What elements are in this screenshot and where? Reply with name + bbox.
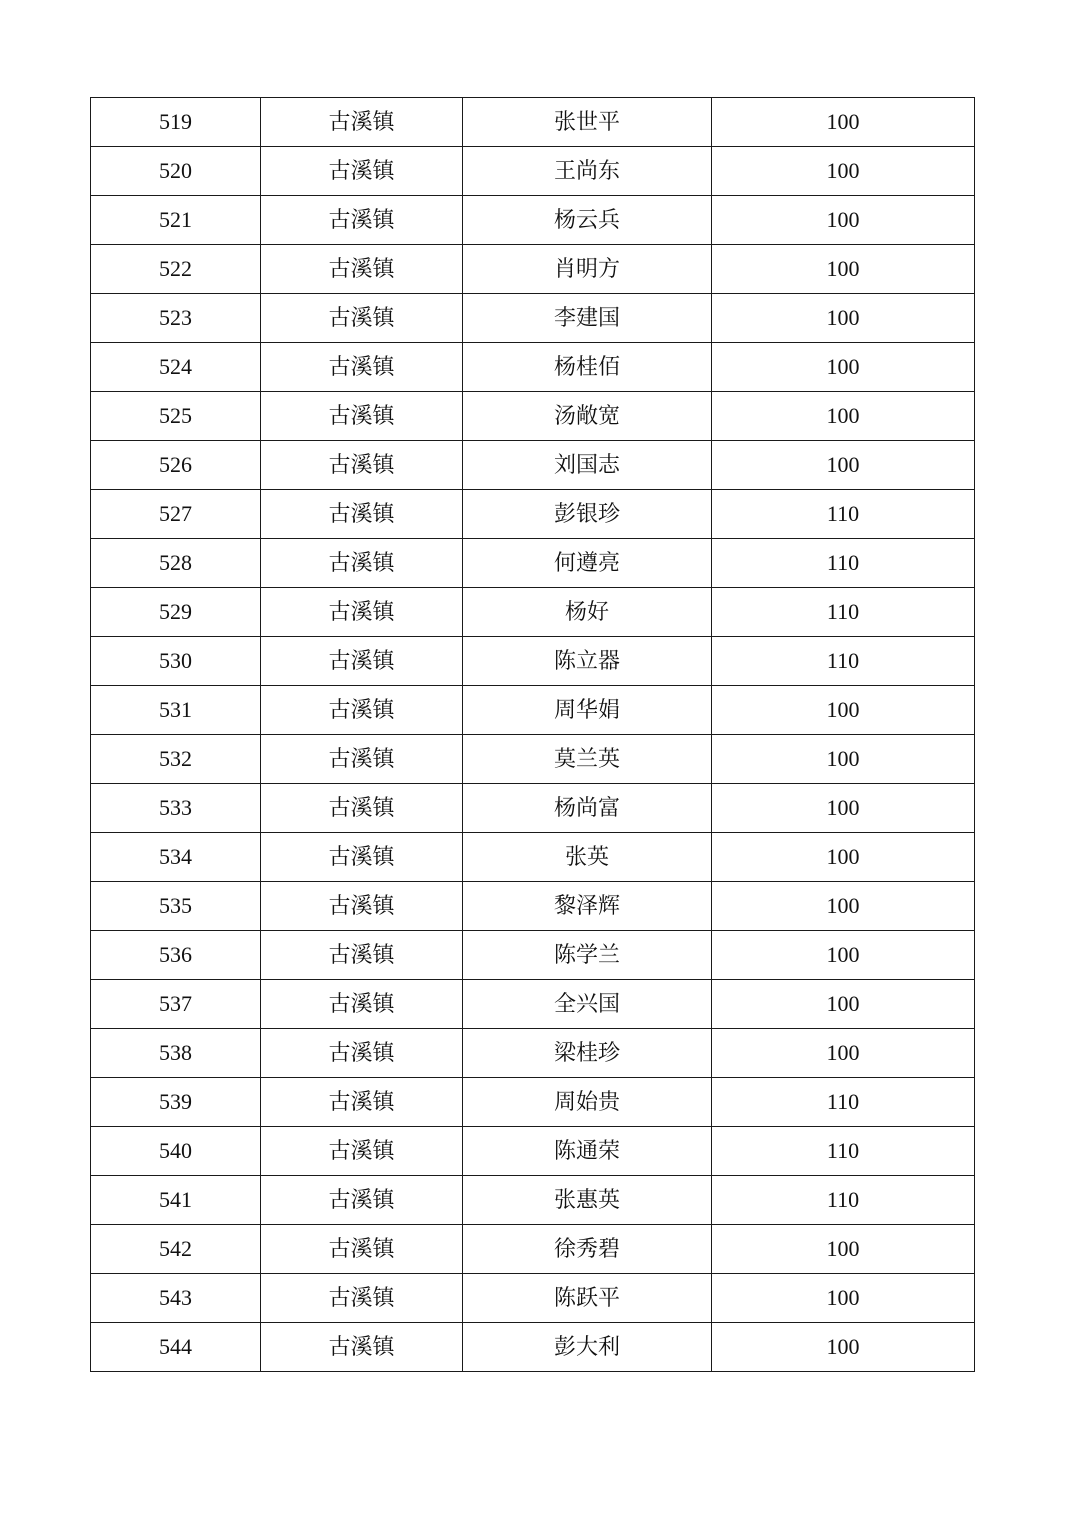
amount-cell: 100 bbox=[712, 833, 975, 882]
table-row bbox=[91, 1127, 975, 1176]
table-row bbox=[91, 1078, 975, 1127]
town-cell: 古溪镇 bbox=[261, 1078, 463, 1127]
row-number-cell: 543 bbox=[91, 1274, 261, 1323]
table-row bbox=[91, 686, 975, 735]
table-row bbox=[91, 98, 975, 147]
name-cell: 陈学兰 bbox=[463, 931, 712, 980]
table-row bbox=[91, 441, 975, 490]
table-row bbox=[91, 931, 975, 980]
row-number-cell: 531 bbox=[91, 686, 261, 735]
row-number-cell: 534 bbox=[91, 833, 261, 882]
table-row bbox=[91, 980, 975, 1029]
town-cell: 古溪镇 bbox=[261, 588, 463, 637]
name-cell: 杨好 bbox=[463, 588, 712, 637]
row-number-cell: 530 bbox=[91, 637, 261, 686]
town-cell: 古溪镇 bbox=[261, 833, 463, 882]
amount-cell: 110 bbox=[712, 490, 975, 539]
town-cell: 古溪镇 bbox=[261, 147, 463, 196]
town-cell: 古溪镇 bbox=[261, 637, 463, 686]
amount-cell: 100 bbox=[712, 343, 975, 392]
name-cell: 王尚东 bbox=[463, 147, 712, 196]
row-number-cell: 542 bbox=[91, 1225, 261, 1274]
name-cell: 杨云兵 bbox=[463, 196, 712, 245]
row-number-cell: 525 bbox=[91, 392, 261, 441]
town-cell: 古溪镇 bbox=[261, 882, 463, 931]
name-cell: 杨尚富 bbox=[463, 784, 712, 833]
table-row bbox=[91, 490, 975, 539]
amount-cell: 100 bbox=[712, 294, 975, 343]
table-row bbox=[91, 294, 975, 343]
table-row bbox=[91, 637, 975, 686]
row-number-cell: 537 bbox=[91, 980, 261, 1029]
row-number-cell: 529 bbox=[91, 588, 261, 637]
row-number-cell: 541 bbox=[91, 1176, 261, 1225]
name-cell: 黎泽辉 bbox=[463, 882, 712, 931]
amount-cell: 100 bbox=[712, 196, 975, 245]
row-number-cell: 522 bbox=[91, 245, 261, 294]
table-row bbox=[91, 1029, 975, 1078]
amount-cell: 100 bbox=[712, 245, 975, 294]
town-cell: 古溪镇 bbox=[261, 1029, 463, 1078]
amount-cell: 100 bbox=[712, 1274, 975, 1323]
town-cell: 古溪镇 bbox=[261, 1127, 463, 1176]
town-cell: 古溪镇 bbox=[261, 294, 463, 343]
row-number-cell: 540 bbox=[91, 1127, 261, 1176]
town-cell: 古溪镇 bbox=[261, 931, 463, 980]
row-number-cell: 521 bbox=[91, 196, 261, 245]
table-row bbox=[91, 147, 975, 196]
table-row bbox=[91, 1274, 975, 1323]
amount-cell: 110 bbox=[712, 1176, 975, 1225]
roster-table bbox=[90, 97, 975, 1372]
name-cell: 汤敞宽 bbox=[463, 392, 712, 441]
row-number-cell: 528 bbox=[91, 539, 261, 588]
row-number-cell: 532 bbox=[91, 735, 261, 784]
town-cell: 古溪镇 bbox=[261, 686, 463, 735]
name-cell: 陈立器 bbox=[463, 637, 712, 686]
row-number-cell: 523 bbox=[91, 294, 261, 343]
name-cell: 梁桂珍 bbox=[463, 1029, 712, 1078]
town-cell: 古溪镇 bbox=[261, 441, 463, 490]
row-number-cell: 527 bbox=[91, 490, 261, 539]
town-cell: 古溪镇 bbox=[261, 735, 463, 784]
row-number-cell: 536 bbox=[91, 931, 261, 980]
name-cell: 徐秀碧 bbox=[463, 1225, 712, 1274]
name-cell: 彭大利 bbox=[463, 1323, 712, 1372]
table-row bbox=[91, 539, 975, 588]
amount-cell: 110 bbox=[712, 1078, 975, 1127]
row-number-cell: 539 bbox=[91, 1078, 261, 1127]
row-number-cell: 535 bbox=[91, 882, 261, 931]
name-cell: 张惠英 bbox=[463, 1176, 712, 1225]
row-number-cell: 533 bbox=[91, 784, 261, 833]
town-cell: 古溪镇 bbox=[261, 1323, 463, 1372]
amount-cell: 100 bbox=[712, 1225, 975, 1274]
name-cell: 陈通荣 bbox=[463, 1127, 712, 1176]
row-number-cell: 520 bbox=[91, 147, 261, 196]
town-cell: 古溪镇 bbox=[261, 392, 463, 441]
row-number-cell: 544 bbox=[91, 1323, 261, 1372]
table-row bbox=[91, 882, 975, 931]
table-row bbox=[91, 735, 975, 784]
amount-cell: 110 bbox=[712, 1127, 975, 1176]
town-cell: 古溪镇 bbox=[261, 784, 463, 833]
amount-cell: 100 bbox=[712, 1323, 975, 1372]
table-row bbox=[91, 245, 975, 294]
row-number-cell: 526 bbox=[91, 441, 261, 490]
row-number-cell: 538 bbox=[91, 1029, 261, 1078]
name-cell: 李建国 bbox=[463, 294, 712, 343]
amount-cell: 110 bbox=[712, 637, 975, 686]
town-cell: 古溪镇 bbox=[261, 245, 463, 294]
amount-cell: 100 bbox=[712, 882, 975, 931]
name-cell: 全兴国 bbox=[463, 980, 712, 1029]
amount-cell: 100 bbox=[712, 392, 975, 441]
row-number-cell: 519 bbox=[91, 98, 261, 147]
amount-cell: 100 bbox=[712, 735, 975, 784]
row-number-cell: 524 bbox=[91, 343, 261, 392]
town-cell: 古溪镇 bbox=[261, 980, 463, 1029]
town-cell: 古溪镇 bbox=[261, 98, 463, 147]
table-row bbox=[91, 784, 975, 833]
town-cell: 古溪镇 bbox=[261, 1176, 463, 1225]
table-row bbox=[91, 343, 975, 392]
amount-cell: 100 bbox=[712, 1029, 975, 1078]
table-row bbox=[91, 196, 975, 245]
amount-cell: 110 bbox=[712, 539, 975, 588]
town-cell: 古溪镇 bbox=[261, 1274, 463, 1323]
table-row bbox=[91, 833, 975, 882]
name-cell: 肖明方 bbox=[463, 245, 712, 294]
table-row bbox=[91, 1176, 975, 1225]
amount-cell: 100 bbox=[712, 980, 975, 1029]
name-cell: 周始贵 bbox=[463, 1078, 712, 1127]
name-cell: 张世平 bbox=[463, 98, 712, 147]
amount-cell: 100 bbox=[712, 686, 975, 735]
name-cell: 杨桂佰 bbox=[463, 343, 712, 392]
amount-cell: 100 bbox=[712, 147, 975, 196]
amount-cell: 100 bbox=[712, 98, 975, 147]
table-row bbox=[91, 392, 975, 441]
table-row bbox=[91, 1323, 975, 1372]
amount-cell: 100 bbox=[712, 931, 975, 980]
town-cell: 古溪镇 bbox=[261, 490, 463, 539]
name-cell: 彭银珍 bbox=[463, 490, 712, 539]
name-cell: 陈跃平 bbox=[463, 1274, 712, 1323]
amount-cell: 100 bbox=[712, 441, 975, 490]
town-cell: 古溪镇 bbox=[261, 196, 463, 245]
amount-cell: 100 bbox=[712, 784, 975, 833]
table-row bbox=[91, 588, 975, 637]
town-cell: 古溪镇 bbox=[261, 343, 463, 392]
town-cell: 古溪镇 bbox=[261, 539, 463, 588]
name-cell: 周华娟 bbox=[463, 686, 712, 735]
name-cell: 张英 bbox=[463, 833, 712, 882]
name-cell: 莫兰英 bbox=[463, 735, 712, 784]
name-cell: 刘国志 bbox=[463, 441, 712, 490]
roster-table-body bbox=[91, 98, 975, 1372]
table-row bbox=[91, 1225, 975, 1274]
town-cell: 古溪镇 bbox=[261, 1225, 463, 1274]
name-cell: 何遵亮 bbox=[463, 539, 712, 588]
amount-cell: 110 bbox=[712, 588, 975, 637]
